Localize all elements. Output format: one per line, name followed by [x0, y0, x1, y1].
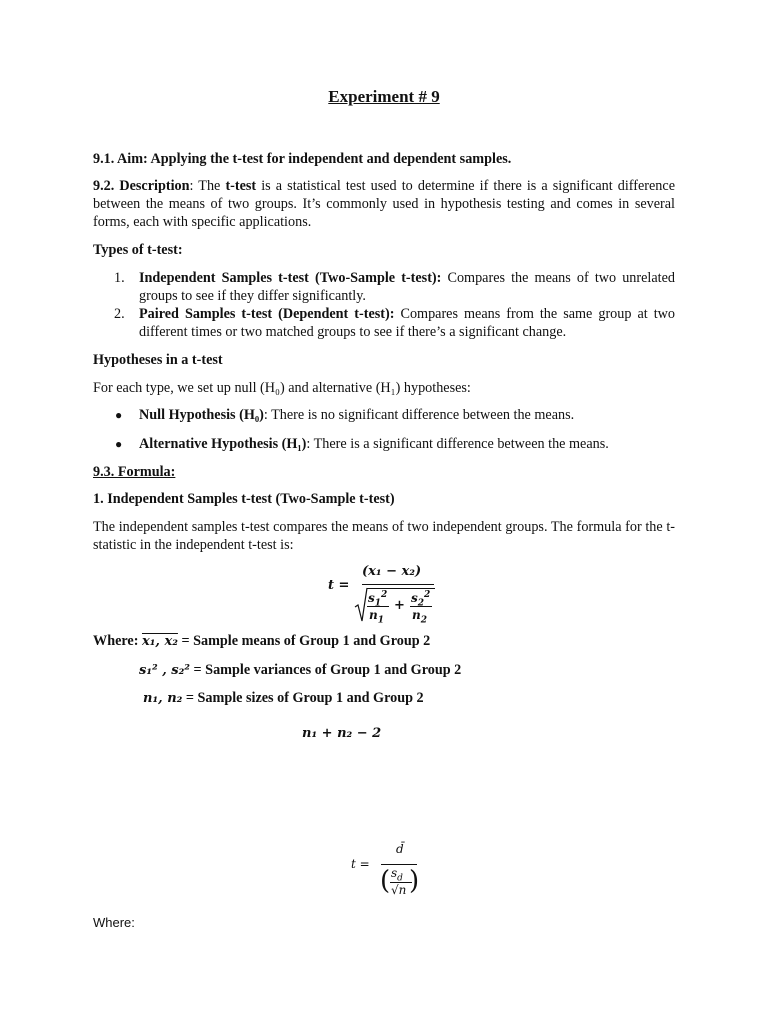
symbols-means: x₁, x₂: [141, 634, 178, 649]
list-number: 2.: [114, 306, 125, 322]
page-title: Experiment # 9: [328, 87, 440, 106]
formula-lhs: t =: [328, 578, 350, 593]
list-item-text: : There is a significant difference between the means.: [306, 436, 609, 452]
aim-line: 9.1. Aim: Applying the t-test for independent and dependent samples.: [93, 151, 512, 167]
where-text: = Sample means of Group 1 and Group 2: [177, 633, 431, 649]
description-heading: 9.2. Description: [93, 178, 190, 194]
sd-symbol: $s_d$: [391, 866, 403, 884]
right-paren: ): [409, 866, 420, 896]
formula-numerator: (x₁ − x₂): [362, 564, 422, 579]
where-line-variances: [139, 662, 675, 679]
description-text-1: : The: [189, 178, 226, 194]
where-label: Where:: [93, 633, 142, 649]
independent-paragraph: The independent samples t-test compares the means of two independent groups. The formula for the t-statistic in the independent t-test is:: [93, 519, 675, 553]
formula-numerator: d̄: [396, 842, 404, 856]
fraction-bar: [381, 864, 417, 865]
list-item: [115, 435, 675, 453]
list-item-label: Paired Samples t-test (Dependent t-test):: [139, 306, 395, 322]
sqrt-overline: [367, 588, 435, 589]
fraction-bar: [367, 606, 389, 607]
list-item-label: Alternative Hypothesis (H₁): [139, 436, 307, 452]
formula-lhs: t =: [351, 857, 370, 871]
plus-sign: +: [394, 598, 405, 613]
where-text: = Sample sizes of Group 1 and Group 2: [182, 690, 424, 706]
degrees-of-freedom: n₁ + n₂ − 2: [302, 726, 382, 741]
list-item: [114, 269, 675, 305]
hypotheses-heading: Hypotheses in a t-test: [93, 352, 223, 368]
where-line-sizes: [143, 690, 675, 707]
list-item-text: Compares means from the same group at two different times or two matched groups to see if there’s a significant change.: [139, 306, 676, 340]
root-n: √n: [391, 883, 407, 897]
bullet-icon: ●: [115, 408, 123, 422]
hypotheses-intro: For each type, we set up null (H₀) and alternative (H₁) hypotheses:: [93, 380, 471, 396]
s1-squared: $s_1^2$: [368, 590, 388, 609]
sqrt-symbol-icon: [354, 587, 368, 623]
list-item-text: : There is no significant difference between the means.: [263, 407, 575, 423]
bullet-icon: ●: [115, 437, 123, 451]
description-paragraph: [93, 177, 675, 231]
independent-heading: 1. Independent Samples t-test (Two-Sample t-test): [93, 491, 395, 507]
s2-squared: $s_2^2$: [411, 590, 431, 609]
types-heading: Types of t-test:: [93, 242, 183, 258]
n1: $n_1$: [369, 608, 384, 626]
symbols-sizes: n₁, n₂: [143, 691, 183, 706]
t-formula-paired: [345, 842, 425, 904]
list-item: [115, 406, 675, 424]
description-text-2: is a statistical test used to determine if there is a significant difference between the means of two groups. It’s commonly used in hypothesis testing and comes in several forms, each with specific applications.: [93, 178, 675, 230]
formula-heading: 9.3. Formula:: [93, 464, 176, 480]
fraction-bar: [410, 606, 432, 607]
list-item: [114, 305, 676, 341]
where-label-2: Where:: [93, 915, 135, 930]
list-item-label: Independent Samples t-test (Two-Sample t-test):: [139, 270, 442, 286]
description-term: t-test: [225, 178, 257, 194]
where-text: = Sample variances of Group 1 and Group 2: [190, 662, 462, 678]
n2: $n_2$: [412, 608, 427, 626]
left-paren: (: [380, 866, 391, 896]
t-formula-independent: [300, 561, 460, 627]
symbols-variances: s₁² , s₂²: [139, 663, 190, 678]
list-item-text: Compares the means of two unrelated groups to see if they differ significantly.: [139, 270, 675, 304]
list-item-label: Null Hypothesis (H₀): [139, 407, 264, 423]
fraction-bar: [362, 584, 434, 585]
list-number: 1.: [114, 270, 125, 286]
where-line-means: [93, 633, 675, 650]
